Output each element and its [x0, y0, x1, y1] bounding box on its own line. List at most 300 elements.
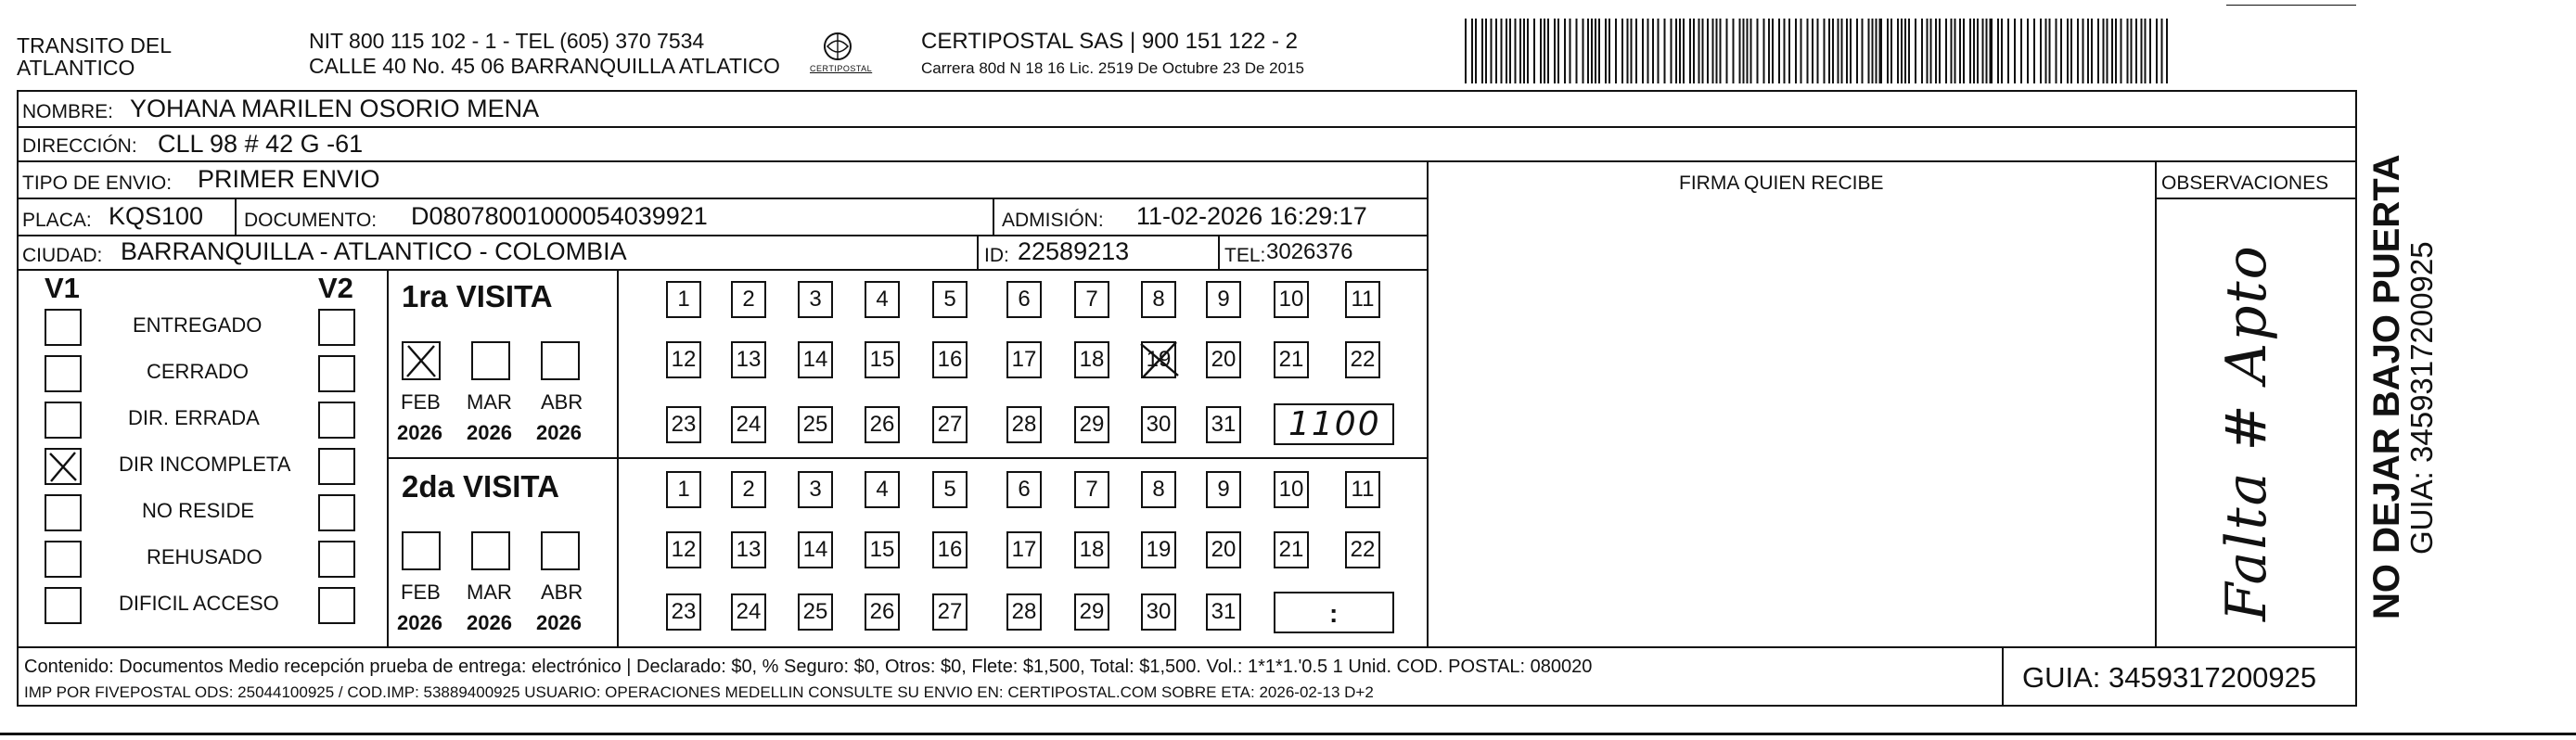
barcode-bar: [1977, 19, 1979, 83]
barcode-bar: [1739, 19, 1741, 83]
barcode-bar: [2135, 19, 2137, 83]
barcode-bar: [2040, 19, 2042, 83]
day-number: 7: [1085, 477, 1098, 502]
barcode-bar: [1986, 19, 1988, 83]
second-visit-day-11[interactable]: [1345, 471, 1380, 508]
barcode-bar: [1876, 19, 1878, 83]
barcode-bar: [1621, 19, 1623, 83]
placa-label: PLACA:: [22, 210, 92, 231]
barcode-bar: [2091, 19, 2093, 83]
barcode-bar: [1838, 19, 1839, 83]
day-number: 31: [1211, 412, 1237, 437]
barcode-bar: [1901, 19, 1903, 83]
barcode-bar: [2070, 19, 2072, 83]
day-number: 3: [809, 287, 822, 312]
v1-label: V1: [45, 272, 80, 304]
barcode-bar: [1471, 19, 1473, 83]
carrier-line: CERTIPOSTAL SAS | 900 151 122 - 2: [921, 29, 1298, 54]
day-number: 5: [943, 477, 956, 502]
col-divider: [993, 198, 994, 235]
first-visit-day-1[interactable]: [666, 281, 701, 318]
documento-value: D08078001000054039921: [411, 202, 708, 230]
barcode-bar: [1485, 19, 1487, 83]
day-number: 17: [1011, 537, 1037, 562]
day-number: 4: [876, 477, 889, 502]
v2-checkbox-rehusado[interactable]: [318, 541, 355, 578]
row-divider: [17, 198, 1427, 199]
day-number: 16: [937, 537, 963, 562]
first-visit-month-label: FEB: [401, 390, 441, 414]
barcode-bar: [2014, 19, 2016, 83]
first-visit-day-24[interactable]: [731, 406, 766, 443]
barcode-bar: [2020, 19, 2022, 83]
second-visit-day-18[interactable]: [1074, 531, 1109, 568]
ciudad-label: CIUDAD:: [22, 245, 103, 266]
day-number: 20: [1211, 537, 1237, 562]
barcode-bar: [1631, 19, 1633, 83]
first-visit-year-label: 2026: [467, 421, 512, 444]
barcode-bar: [1930, 19, 1932, 83]
barcode-bar: [1527, 19, 1529, 83]
day-number: 21: [1278, 537, 1304, 562]
placa-value: KQS100: [109, 202, 204, 230]
barcode-bar: [1679, 19, 1681, 83]
barcode-bar: [1658, 19, 1660, 83]
day-number: 18: [1079, 537, 1105, 562]
barcode-bar: [1702, 19, 1704, 83]
status-rehusado: REHUSADO: [147, 545, 263, 568]
second-visit-month-label: ABR: [541, 581, 583, 604]
second-visit-month-abr-checkbox[interactable]: [541, 531, 580, 570]
v2-checkbox-dir-incompleta[interactable]: [318, 448, 355, 485]
second-visit-day-19[interactable]: [1141, 531, 1176, 568]
barcode-bar: [1904, 19, 1906, 83]
barcode-bar: [1683, 19, 1685, 83]
check-x-mark: [46, 450, 80, 483]
col-divider: [235, 198, 237, 235]
first-visit-day-11[interactable]: [1345, 281, 1380, 318]
first-visit-day-13[interactable]: [731, 341, 766, 378]
ciudad-value: BARRANQUILLA - ATLANTICO - COLOMBIA: [121, 237, 627, 265]
day-number: 12: [671, 537, 697, 562]
barcode-bar: [1973, 19, 1975, 83]
barcode-bar: [1768, 19, 1770, 83]
barcode-bar: [1698, 19, 1700, 83]
barcode-bar: [2121, 19, 2122, 83]
barcode-bar: [1757, 19, 1759, 83]
first-visit-day-30[interactable]: [1141, 406, 1176, 443]
admision-value: 11-02-2026 16:29:17: [1136, 202, 1367, 230]
day-number: 31: [1211, 599, 1237, 624]
second-visit-day-15[interactable]: [865, 531, 900, 568]
col-divider: [387, 269, 389, 646]
id-label: ID:: [984, 245, 1009, 266]
barcode-bar: [2156, 19, 2158, 83]
first-visit-day-19[interactable]: [1141, 341, 1176, 378]
second-visit-day-30[interactable]: [1141, 593, 1176, 631]
day-number: 27: [937, 599, 963, 624]
barcode-bar: [1554, 19, 1556, 83]
v2-checkbox-no-reside[interactable]: [318, 494, 355, 531]
day-number: 4: [876, 287, 889, 312]
barcode-bar: [1915, 19, 1916, 83]
day-number: 17: [1011, 347, 1037, 372]
second-visit-day-7[interactable]: [1074, 471, 1109, 508]
barcode-bar: [1887, 19, 1889, 83]
barcode-bar: [2166, 19, 2168, 83]
second-visit-day-9[interactable]: [1206, 471, 1241, 508]
day-number: 24: [736, 412, 762, 437]
barcode-bar: [2115, 19, 2117, 83]
barcode-bar: [1897, 19, 1899, 83]
second-visit-day-31[interactable]: [1206, 593, 1241, 631]
barcode-bar: [2161, 19, 2163, 83]
barcode-bar: [1608, 19, 1610, 83]
first-visit-month-mar-checkbox[interactable]: [471, 341, 510, 380]
barcode-bar: [1591, 19, 1593, 83]
sender-name-line2: ATLANTICO: [17, 56, 135, 80]
second-visit-year-label: 2026: [536, 611, 582, 634]
first-visit-day-12[interactable]: [666, 341, 701, 378]
day-number: 10: [1278, 477, 1304, 502]
day-number: 2: [742, 477, 755, 502]
first-visit-day-28[interactable]: [1006, 406, 1042, 443]
second-visit-day-10[interactable]: [1274, 471, 1309, 508]
barcode-bar: [1862, 19, 1864, 83]
day-number: 3: [809, 477, 822, 502]
day-number: 24: [736, 599, 762, 624]
day-number: 15: [869, 537, 895, 562]
first-visit-day-23[interactable]: [666, 406, 701, 443]
firma-header: FIRMA QUIEN RECIBE: [1679, 172, 1884, 194]
day-number: 14: [802, 537, 828, 562]
barcode-bar: [1828, 19, 1830, 83]
barcode-bar: [1817, 19, 1819, 83]
v2-checkbox-dir-errada[interactable]: [318, 402, 355, 439]
barcode-bar: [1856, 19, 1858, 83]
barcode-bar: [2107, 19, 2108, 83]
first-visit-day-9[interactable]: [1206, 281, 1241, 318]
barcode-bar: [1850, 19, 1852, 83]
barcode-bar: [2087, 19, 2089, 83]
barcode-bar: [2027, 19, 2029, 83]
day-number: 9: [1217, 477, 1230, 502]
day-number: 30: [1146, 412, 1172, 437]
day-number: 12: [671, 347, 697, 372]
second-visit-day-23[interactable]: [666, 593, 701, 631]
barcode-bar: [1990, 19, 1993, 83]
documento-label: DOCUMENTO:: [244, 210, 378, 231]
second-visit-day-5[interactable]: [932, 471, 968, 508]
barcode-bar: [1969, 19, 1971, 83]
day-number: 19: [1146, 347, 1172, 372]
first-visit-time-box[interactable]: [1274, 403, 1394, 445]
first-visit-day-15[interactable]: [865, 341, 900, 378]
barcode-bar: [1712, 19, 1714, 83]
barcode-bar: [1642, 19, 1644, 83]
second-visit-time: :: [1329, 599, 1339, 628]
barcode-bar: [1945, 19, 1947, 83]
barcode-bar: [1951, 19, 1953, 83]
barcode-bar: [1795, 19, 1797, 83]
row-divider: [17, 126, 2357, 128]
row-divider: [17, 160, 2357, 162]
first-visit-day-3[interactable]: [798, 281, 833, 318]
status-cerrado: CERRADO: [147, 360, 250, 383]
first-visit-day-22[interactable]: [1345, 341, 1380, 378]
day-number: 29: [1079, 599, 1105, 624]
second-visit-day-1[interactable]: [666, 471, 701, 508]
fold-line: [2226, 5, 2356, 6]
barcode-bar: [1812, 19, 1813, 83]
second-visit-day-2[interactable]: [731, 471, 766, 508]
barcode-bar: [2149, 19, 2151, 83]
barcode-bar: [1824, 19, 1826, 83]
day-number: 25: [802, 412, 828, 437]
day-number: 26: [869, 599, 895, 624]
day-number: 20: [1211, 347, 1237, 372]
barcode-bar: [1935, 19, 1937, 83]
barcode-bar: [1627, 19, 1629, 83]
second-visit-year-label: 2026: [467, 611, 512, 634]
day-number: 30: [1146, 599, 1172, 624]
status-dificil-acceso: DIFICIL ACCESO: [119, 592, 279, 615]
barcode-bar: [1465, 19, 1467, 83]
v1-checkbox-rehusado[interactable]: [45, 541, 82, 578]
first-visit-day-6[interactable]: [1006, 281, 1042, 318]
barcode-bar: [2001, 19, 2003, 83]
second-visit-day-29[interactable]: [1074, 593, 1109, 631]
barcode-bar: [1763, 19, 1765, 83]
v1-checkbox-dificil-acceso[interactable]: [45, 587, 82, 624]
second-visit-day-13[interactable]: [731, 531, 766, 568]
second-visit-day-4[interactable]: [865, 471, 900, 508]
barcode-bar: [2083, 19, 2084, 83]
second-visit-day-16[interactable]: [932, 531, 968, 568]
barcode-bar: [1564, 19, 1566, 83]
barcode-bar: [2045, 19, 2047, 83]
first-visit-day-29[interactable]: [1074, 406, 1109, 443]
second-visit-month-mar-checkbox[interactable]: [471, 531, 510, 570]
second-visit-day-8[interactable]: [1141, 471, 1176, 508]
day-number: 27: [937, 412, 963, 437]
barcode-bar: [1605, 19, 1607, 83]
day-number: 28: [1011, 599, 1037, 624]
nombre-value: YOHANA MARILEN OSORIO MENA: [130, 95, 540, 122]
barcode-bar: [2141, 19, 2143, 83]
barcode-bar: [1570, 19, 1571, 83]
first-visit-day-25[interactable]: [798, 406, 833, 443]
second-visit-day-25[interactable]: [798, 593, 833, 631]
status-dir-errada: DIR. ERRADA: [128, 406, 260, 429]
barcode-bar: [1664, 19, 1666, 83]
v2-label: V2: [318, 272, 353, 304]
barcode-bar: [1495, 19, 1497, 83]
first-visit-day-2[interactable]: [731, 281, 766, 318]
barcode-bar: [1501, 19, 1503, 83]
col-divider: [617, 269, 619, 646]
second-visit-title: 2da VISITA: [402, 469, 559, 504]
col-divider: [2155, 160, 2157, 646]
v1-checkbox-no-reside[interactable]: [45, 494, 82, 531]
barcode-bar: [1733, 19, 1735, 83]
observation-handwritten: Falta # Apto: [2214, 244, 2279, 621]
second-visit-day-24[interactable]: [731, 593, 766, 631]
v1-checkbox-entregado[interactable]: [45, 309, 82, 346]
barcode-bar: [1544, 19, 1545, 83]
day-number: 29: [1079, 412, 1105, 437]
v1-checkbox-cerrado[interactable]: [45, 355, 82, 392]
barcode-bar: [1587, 19, 1589, 83]
barcode-bar: [1693, 19, 1695, 83]
barcode-bar: [1635, 19, 1637, 83]
nombre-label: NOMBRE:: [22, 101, 114, 122]
day-number: 13: [736, 347, 762, 372]
first-visit-day-20[interactable]: [1206, 341, 1241, 378]
v2-checkbox-entregado[interactable]: [318, 309, 355, 346]
barcode-bar: [1890, 19, 1892, 83]
barcode-bar: [1750, 19, 1752, 83]
check-x-mark: [1139, 340, 1180, 379]
first-visit-month-label: ABR: [541, 390, 583, 414]
carrier-sub: Carrera 80d N 18 16 Lic. 2519 De Octubre 23 De 2015: [921, 59, 1304, 77]
barcode-bar: [1879, 19, 1883, 83]
status-dir-incompleta: DIR INCOMPLETA: [119, 453, 291, 476]
day-number: 8: [1152, 477, 1165, 502]
barcode-bar: [1615, 19, 1617, 83]
second-visit-day-28[interactable]: [1006, 593, 1042, 631]
barcode-bar: [1921, 19, 1923, 83]
footer-guia: GUIA: 3459317200925: [2022, 661, 2317, 694]
barcode-bar: [2056, 19, 2057, 83]
barcode-bar: [1671, 19, 1672, 83]
day-number: 9: [1217, 287, 1230, 312]
barcode-bar: [1540, 19, 1542, 83]
day-number: 25: [802, 599, 828, 624]
barcode-bar: [1959, 19, 1961, 83]
second-visit-day-3[interactable]: [798, 471, 833, 508]
day-number: 7: [1085, 287, 1098, 312]
check-x-mark: [404, 343, 439, 378]
second-visit-time-box[interactable]: [1274, 592, 1394, 633]
id-value: 22589213: [1018, 237, 1130, 265]
col-divider: [1218, 235, 1220, 269]
second-visit-day-27[interactable]: [932, 593, 968, 631]
day-number: 1: [677, 287, 690, 312]
direccion-value: CLL 98 # 42 G -61: [158, 130, 364, 158]
sender-name-line1: TRANSITO DEL: [17, 33, 172, 57]
first-visit-day-31[interactable]: [1206, 406, 1241, 443]
row-divider: [17, 269, 1427, 271]
barcode-bar: [1778, 19, 1780, 83]
second-visit-day-17[interactable]: [1006, 531, 1042, 568]
first-visit-day-27[interactable]: [932, 406, 968, 443]
second-visit-day-20[interactable]: [1206, 531, 1241, 568]
day-number: 11: [1351, 287, 1375, 312]
side-guia: GUIA: 3459317200925: [2404, 241, 2439, 555]
barcode-bar: [1846, 19, 1848, 83]
barcode-bar: [1841, 19, 1843, 83]
barcode-bar: [1707, 19, 1709, 83]
second-visit-day-22[interactable]: [1345, 531, 1380, 568]
second-visit-day-26[interactable]: [865, 593, 900, 631]
first-visit-day-4[interactable]: [865, 281, 900, 318]
day-number: 22: [1350, 537, 1376, 562]
first-visit-day-8[interactable]: [1141, 281, 1176, 318]
first-visit-day-16[interactable]: [932, 341, 968, 378]
day-number: 23: [671, 599, 697, 624]
first-visit-day-26[interactable]: [865, 406, 900, 443]
first-visit-month-abr-checkbox[interactable]: [541, 341, 580, 380]
barcode-bar: [1954, 19, 1956, 83]
first-visit-month-feb-checkbox[interactable]: [402, 341, 441, 380]
first-visit-day-18[interactable]: [1074, 341, 1109, 378]
day-number: 16: [937, 347, 963, 372]
barcode-bar: [2103, 19, 2105, 83]
row-divider: [17, 235, 1427, 236]
barcode-bar: [1788, 19, 1790, 83]
day-number: 10: [1278, 287, 1304, 312]
barcode-bar: [2007, 19, 2009, 83]
second-visit-day-12[interactable]: [666, 531, 701, 568]
barcode-bar: [1533, 19, 1535, 83]
second-visit-day-21[interactable]: [1274, 531, 1309, 568]
barcode-bar: [1515, 19, 1517, 83]
barcode-bar: [1807, 19, 1809, 83]
day-number: 6: [1018, 287, 1031, 312]
col-divider: [2002, 646, 2004, 707]
barcode-bar: [1747, 19, 1749, 83]
visit-divider: [387, 457, 1427, 459]
first-visit-month-label: MAR: [467, 390, 512, 414]
second-visit-month-feb-checkbox[interactable]: [402, 531, 441, 570]
v1-checkbox-dir-errada[interactable]: [45, 402, 82, 439]
sender-address: CALLE 40 No. 45 06 BARRANQUILLA ATLATICO: [309, 54, 780, 78]
barcode-bar: [2067, 19, 2069, 83]
barcode-bar: [1547, 19, 1549, 83]
barcode-bar: [2033, 19, 2035, 83]
v1-checkbox-dir-incompleta[interactable]: [45, 448, 82, 485]
first-visit-day-10[interactable]: [1274, 281, 1309, 318]
second-visit-day-6[interactable]: [1006, 471, 1042, 508]
first-visit-day-7[interactable]: [1074, 281, 1109, 318]
second-visit-day-14[interactable]: [798, 531, 833, 568]
first-visit-day-14[interactable]: [798, 341, 833, 378]
first-visit-day-5[interactable]: [932, 281, 968, 318]
barcode-bar: [1963, 19, 1965, 83]
tipo-envio-label: TIPO DE ENVIO:: [22, 172, 173, 194]
first-visit-day-21[interactable]: [1274, 341, 1309, 378]
v2-checkbox-cerrado[interactable]: [318, 355, 355, 392]
logo-text: CERTIPOSTAL: [810, 64, 873, 73]
sender-nit: NIT 800 115 102 - 1 - TEL (605) 370 7534: [309, 29, 705, 53]
row-divider: [17, 646, 2357, 648]
first-visit-time: 1100: [1288, 405, 1381, 443]
barcode-bar: [2060, 19, 2062, 83]
col-divider: [1427, 160, 1429, 646]
barcode-bar: [1506, 19, 1507, 83]
first-visit-day-17[interactable]: [1006, 341, 1042, 378]
v2-checkbox-dificil-acceso[interactable]: [318, 587, 355, 624]
barcode-bar: [2131, 19, 2133, 83]
first-visit-year-label: 2026: [397, 421, 442, 444]
barcode-bar: [2127, 19, 2129, 83]
first-visit-title: 1ra VISITA: [402, 279, 553, 313]
second-visit-month-label: FEB: [401, 581, 441, 604]
barcode-bar: [1939, 19, 1941, 83]
second-visit-month-label: MAR: [467, 581, 512, 604]
signature-area[interactable]: [1429, 199, 2153, 644]
